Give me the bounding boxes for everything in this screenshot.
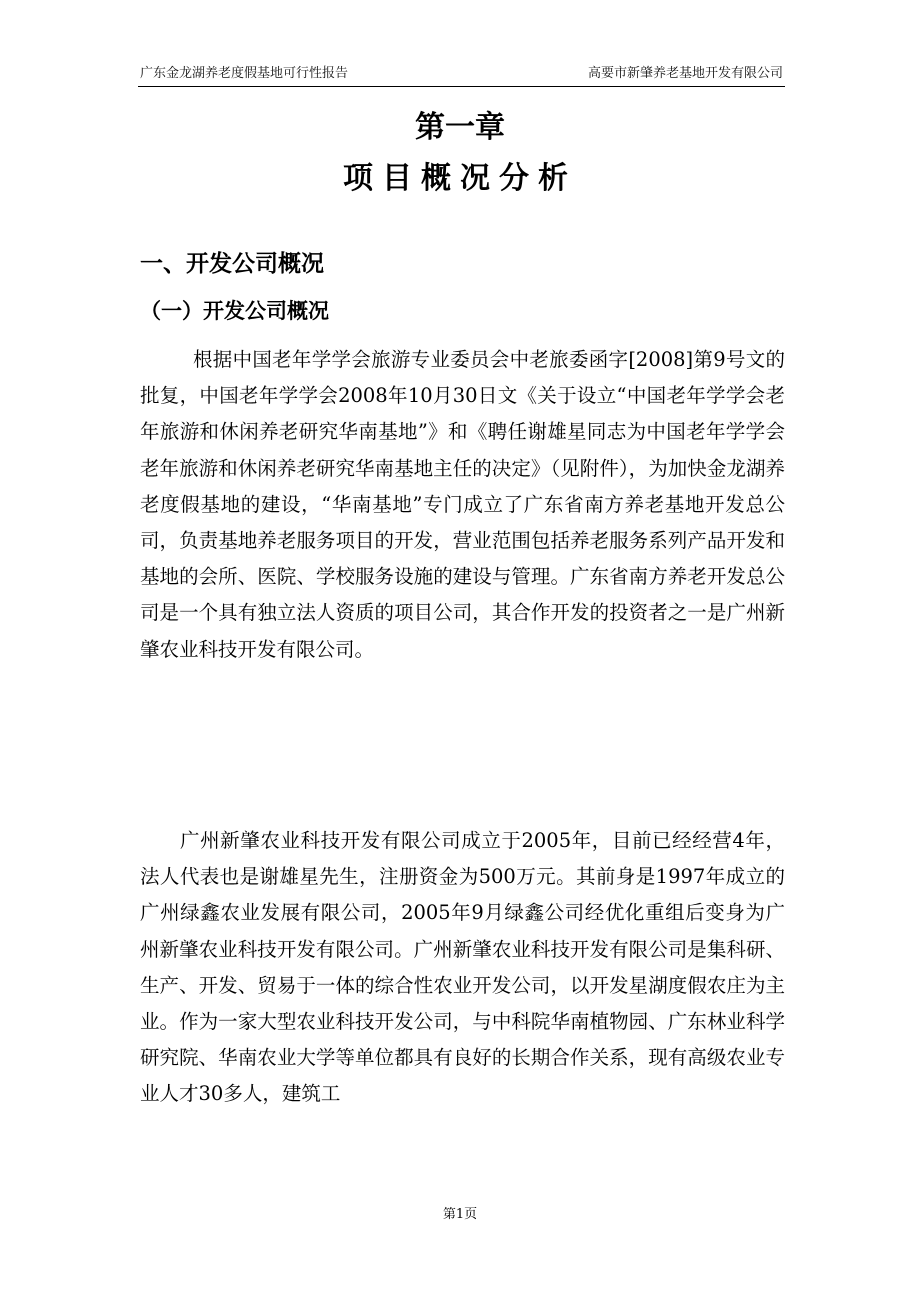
chapter-subtitle: 项目概况分析: [343, 161, 577, 196]
page-number: 第1页: [442, 1207, 478, 1222]
chapter-title: 第一章: [415, 110, 505, 145]
section-heading: 一、开发公司概况: [140, 251, 324, 277]
subsection-heading: （一）开发公司概况: [140, 299, 329, 323]
body-paragraph-2: 广州新肇农业科技开发有限公司成立于2005年，目前已经经营4年，法人代表也是谢雄星先生，注册资金为500万元。其前身是1997年成立的广州绿鑫农业发展有限公司，2005年9月绿鑫公司经优化重组后变身为广州新肇农业科技开发有限公司。广州新肇农业科技开发有限公司是集科研、生产、开发、贸易于一体的综合性农业开发公司，以开发星湖度假农庄为主业。作为一家大型农业科技开发公司，与中科院华南植物园、广东林业科学研究院、华南农业大学等单位都具有良好的长期合作关系，现有高级农业专业人才30多人，建筑工: [140, 829, 785, 1106]
running-header: [140, 64, 783, 84]
header-company-name: 高要市新肇养老基地开发有限公司: [587, 66, 783, 81]
header-document-title: 广东金龙湖养老度假基地可行性报告: [140, 66, 349, 81]
body-paragraph-1: 根据中国老年学学会旅游专业委员会中老旅委函字[2008]第9号文的批复，中国老年学学会2008年10月30日文《关于设立“中国老年学学会老年旅游和休闲养老研究华南基地”》和《聘任谢雄星同志为中国老年学学会老年旅游和休闲养老研究华南基地主任的决定》（见附件），为加快金龙湖养老度假基地的建设，“华南基地”专门成立了广东省南方养老基地开发总公司，负责基地养老服务项目的开发，营业范围包括养老服务系列产品开发和基地的会所、医院、学校服务设施的建设与管理。广东省南方养老开发总公司是一个具有独立法人资质的项目公司，其合作开发的投资者之一是广州新肇农业科技开发有限公司。: [140, 348, 785, 661]
header-divider: [138, 86, 785, 87]
